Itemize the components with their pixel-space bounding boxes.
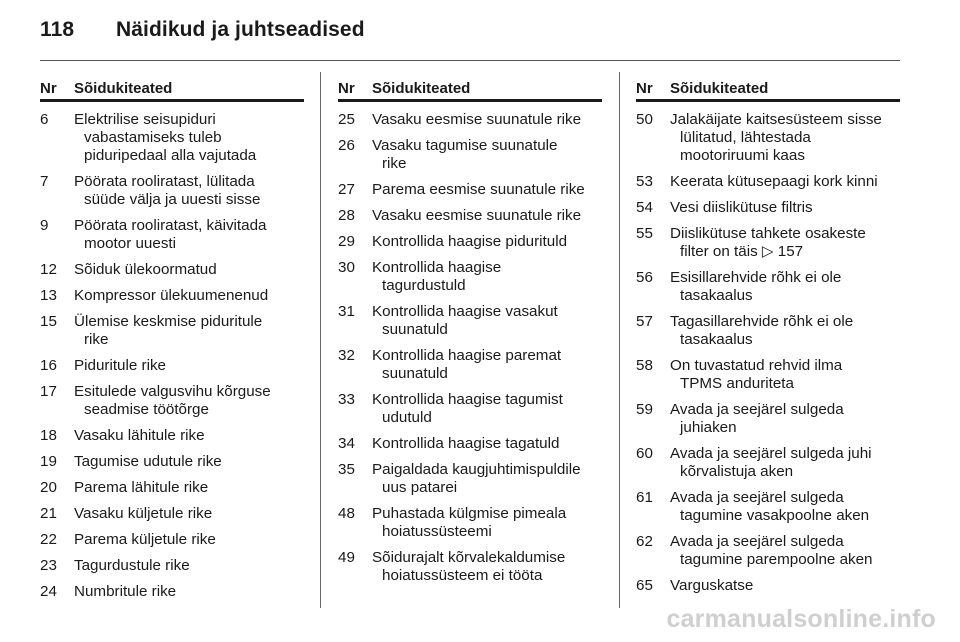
message-text	[670, 577, 900, 595]
message-number: 62	[636, 533, 653, 550]
table-row	[338, 549, 602, 585]
message-line: uus patarei	[382, 479, 458, 496]
table-row	[40, 217, 304, 253]
message-line: Tagurdustule rike	[74, 557, 190, 574]
message-number: 27	[338, 181, 355, 198]
page-header	[40, 18, 365, 42]
message-line: Kontrollida haagise	[372, 259, 502, 276]
message-number: 56	[636, 269, 653, 286]
message-line: hoiatussüsteem ei tööta	[382, 567, 543, 584]
message-number: 48	[338, 505, 355, 522]
table-row	[338, 233, 602, 251]
message-line: Tagumise udutule rike	[74, 453, 222, 470]
table-row	[636, 269, 900, 305]
message-text	[670, 199, 900, 217]
message-line: filter on täis ▷ 157	[680, 243, 804, 260]
page-number: 118	[40, 18, 75, 41]
message-text	[670, 357, 900, 393]
message-line: tasakaalus	[680, 331, 753, 348]
message-text	[74, 111, 304, 165]
message-text	[372, 347, 602, 383]
message-line: juhiaken	[680, 419, 737, 436]
message-line: Parema lähitule rike	[74, 479, 209, 496]
table-row	[338, 303, 602, 339]
message-line: Vasaku tagumise suunatule	[372, 137, 558, 154]
message-number: 34	[338, 435, 355, 452]
message-text	[670, 225, 900, 261]
message-number: 13	[40, 287, 57, 304]
message-number: 61	[636, 489, 653, 506]
message-number: 58	[636, 357, 653, 374]
message-number: 60	[636, 445, 653, 462]
table-row	[40, 453, 304, 471]
message-line: Esitulede valgusvihu kõrguse	[74, 383, 271, 400]
message-line: Puhastada külgmise pimeala	[372, 505, 567, 522]
message-number: 54	[636, 199, 653, 216]
message-line: Numbritule rike	[74, 583, 177, 600]
table-rows	[338, 111, 602, 585]
message-line: Vasaku eesmise suunatule rike	[372, 111, 582, 128]
header-message: Sõidukiteated	[74, 80, 173, 97]
message-line: Kontrollida haagise tagumist	[372, 391, 563, 408]
message-line: Pöörata rooliratast, käivitada	[74, 217, 267, 234]
table-row	[40, 583, 304, 601]
message-number: 65	[636, 577, 653, 594]
table-row	[338, 111, 602, 129]
message-text	[372, 505, 602, 541]
message-line: Keerata kütusepaagi kork kinni	[670, 173, 878, 190]
message-text	[372, 391, 602, 427]
message-number: 6	[40, 111, 49, 128]
message-text	[670, 173, 900, 191]
message-line: suunatuld	[382, 365, 448, 382]
column-divider	[320, 72, 321, 608]
header-message: Sõidukiteated	[670, 80, 769, 97]
watermark: carmanualsonline.info	[666, 605, 936, 633]
message-line: Kontrollida haagise tagatuld	[372, 435, 560, 452]
table-row	[40, 505, 304, 523]
message-line: Vasaku lähitule rike	[74, 427, 205, 444]
message-line: Kontrollida haagise paremat	[372, 347, 562, 364]
message-number: 28	[338, 207, 355, 224]
message-text	[372, 111, 602, 129]
table-row	[338, 181, 602, 199]
message-table-column-1	[40, 80, 304, 609]
message-text	[372, 435, 602, 453]
message-text	[74, 357, 304, 375]
message-line: piduripedaal alla vajutada	[84, 147, 257, 164]
message-text	[670, 489, 900, 525]
message-line: rike	[382, 155, 407, 172]
message-text	[74, 479, 304, 497]
message-number: 55	[636, 225, 653, 242]
message-number: 33	[338, 391, 355, 408]
message-line: Vasaku küljetule rike	[74, 505, 213, 522]
table-header	[636, 80, 900, 102]
table-row	[40, 173, 304, 209]
message-text	[74, 313, 304, 349]
message-text	[372, 259, 602, 295]
message-text	[74, 505, 304, 523]
message-text	[74, 173, 304, 209]
message-number: 16	[40, 357, 57, 374]
message-number: 22	[40, 531, 57, 548]
table-row	[40, 479, 304, 497]
message-line: tagumine vasakpoolne aken	[680, 507, 870, 524]
message-text	[372, 181, 602, 199]
table-row	[338, 207, 602, 225]
header-divider	[40, 60, 900, 61]
message-line: Paigaldada kaugjuhtimispuldile	[372, 461, 581, 478]
message-line: Esisillarehvide rõhk ei ole	[670, 269, 842, 286]
message-number: 20	[40, 479, 57, 496]
table-row	[338, 435, 602, 453]
message-table-column-2	[338, 80, 602, 593]
table-rows	[636, 111, 900, 595]
header-nr: Nr	[40, 80, 57, 97]
page-title: Näidikud ja juhtseadised	[116, 18, 365, 41]
message-text	[372, 549, 602, 585]
table-header	[338, 80, 602, 102]
message-text	[372, 303, 602, 339]
header-nr: Nr	[636, 80, 653, 97]
table-header	[40, 80, 304, 102]
message-number: 50	[636, 111, 653, 128]
message-number: 25	[338, 111, 355, 128]
message-line: Elektrilise seisupiduri	[74, 111, 216, 128]
table-row	[636, 533, 900, 569]
message-line: hoiatussüsteemi	[382, 523, 492, 540]
message-text	[74, 453, 304, 471]
message-line: suunatuld	[382, 321, 448, 338]
message-number: 19	[40, 453, 57, 470]
message-text	[670, 445, 900, 481]
message-text	[372, 207, 602, 225]
message-number: 9	[40, 217, 49, 234]
message-text	[74, 427, 304, 445]
table-rows	[40, 111, 304, 601]
message-text	[670, 533, 900, 569]
message-line: Varguskatse	[670, 577, 754, 594]
message-line: Kontrollida haagise pidurituld	[372, 233, 568, 250]
table-row	[636, 577, 900, 595]
message-text	[372, 137, 602, 173]
message-text	[74, 531, 304, 549]
message-line: Vesi diislikütuse filtris	[670, 199, 813, 216]
message-line: Kompressor ülekuumenenud	[74, 287, 269, 304]
message-line: Parema eesmise suunatule rike	[372, 181, 585, 198]
message-number: 32	[338, 347, 355, 364]
message-number: 29	[338, 233, 355, 250]
message-number: 57	[636, 313, 653, 330]
message-line: mootoriruumi kaas	[680, 147, 805, 164]
message-number: 21	[40, 505, 57, 522]
message-text	[670, 269, 900, 305]
message-line: Avada ja seejärel sulgeda	[670, 489, 844, 506]
message-line: Avada ja seejärel sulgeda	[670, 533, 844, 550]
table-row	[338, 137, 602, 173]
message-line: Pöörata rooliratast, lülitada	[74, 173, 255, 190]
message-line: udutuld	[382, 409, 432, 426]
message-line: Jalakäijate kaitsesüsteem sisse	[670, 111, 882, 128]
table-row	[636, 401, 900, 437]
table-row	[636, 313, 900, 349]
table-row	[40, 383, 304, 419]
message-line: tagurdustuld	[382, 277, 466, 294]
table-row	[636, 111, 900, 165]
message-line: seadmise töötõrge	[84, 401, 209, 418]
message-line: tagumine parempoolne aken	[680, 551, 873, 568]
message-text	[670, 313, 900, 349]
message-line: kõrvalistuja aken	[680, 463, 794, 480]
message-line: Parema küljetule rike	[74, 531, 216, 548]
message-number: 59	[636, 401, 653, 418]
message-number: 31	[338, 303, 355, 320]
message-line: tasakaalus	[680, 287, 753, 304]
message-number: 49	[338, 549, 355, 566]
table-row	[40, 261, 304, 279]
message-line: Piduritule rike	[74, 357, 167, 374]
table-row	[40, 287, 304, 305]
message-line: On tuvastatud rehvid ilma	[670, 357, 843, 374]
message-text	[74, 217, 304, 253]
message-number: 23	[40, 557, 57, 574]
message-line: Sõidurajalt kõrvalekaldumise	[372, 549, 566, 566]
table-row	[40, 313, 304, 349]
message-number: 17	[40, 383, 57, 400]
message-text	[670, 111, 900, 165]
table-row	[338, 259, 602, 295]
message-text	[74, 287, 304, 305]
header-message: Sõidukiteated	[372, 80, 471, 97]
table-row	[636, 489, 900, 525]
message-text	[372, 461, 602, 497]
message-text	[74, 261, 304, 279]
table-row	[338, 461, 602, 497]
message-number: 30	[338, 259, 355, 276]
message-line: rike	[84, 331, 109, 348]
message-number: 35	[338, 461, 355, 478]
message-line: Tagasillarehvide rõhk ei ole	[670, 313, 854, 330]
message-text	[372, 233, 602, 251]
column-divider	[619, 72, 620, 608]
table-row	[40, 357, 304, 375]
message-table-column-3	[636, 80, 900, 603]
message-number: 15	[40, 313, 57, 330]
message-number: 26	[338, 137, 355, 154]
table-row	[636, 445, 900, 481]
message-line: Vasaku eesmise suunatule rike	[372, 207, 582, 224]
table-row	[40, 427, 304, 445]
message-number: 18	[40, 427, 57, 444]
message-text	[670, 401, 900, 437]
message-line: süüde välja ja uuesti sisse	[84, 191, 261, 208]
table-row	[338, 391, 602, 427]
table-row	[40, 531, 304, 549]
message-line: vabastamiseks tuleb	[84, 129, 222, 146]
message-line: Ülemise keskmise piduritule	[74, 313, 263, 330]
message-number: 53	[636, 173, 653, 190]
header-nr: Nr	[338, 80, 355, 97]
message-number: 7	[40, 173, 49, 190]
message-line: TPMS anduriteta	[680, 375, 794, 392]
message-text	[74, 583, 304, 601]
message-text	[74, 383, 304, 419]
table-row	[40, 111, 304, 165]
message-line: lülitatud, lähtestada	[680, 129, 811, 146]
table-row	[636, 225, 900, 261]
message-number: 12	[40, 261, 57, 278]
table-row	[338, 505, 602, 541]
message-line: Diislikütuse tahkete osakeste	[670, 225, 866, 242]
message-line: Sõiduk ülekoormatud	[74, 261, 217, 278]
table-row	[636, 199, 900, 217]
message-line: mootor uuesti	[84, 235, 177, 252]
table-row	[40, 557, 304, 575]
table-row	[636, 173, 900, 191]
message-line: Kontrollida haagise vasakut	[372, 303, 558, 320]
table-row	[338, 347, 602, 383]
message-text	[74, 557, 304, 575]
message-number: 24	[40, 583, 57, 600]
table-row	[636, 357, 900, 393]
message-line: Avada ja seejärel sulgeda juhi	[670, 445, 872, 462]
message-line: Avada ja seejärel sulgeda	[670, 401, 844, 418]
